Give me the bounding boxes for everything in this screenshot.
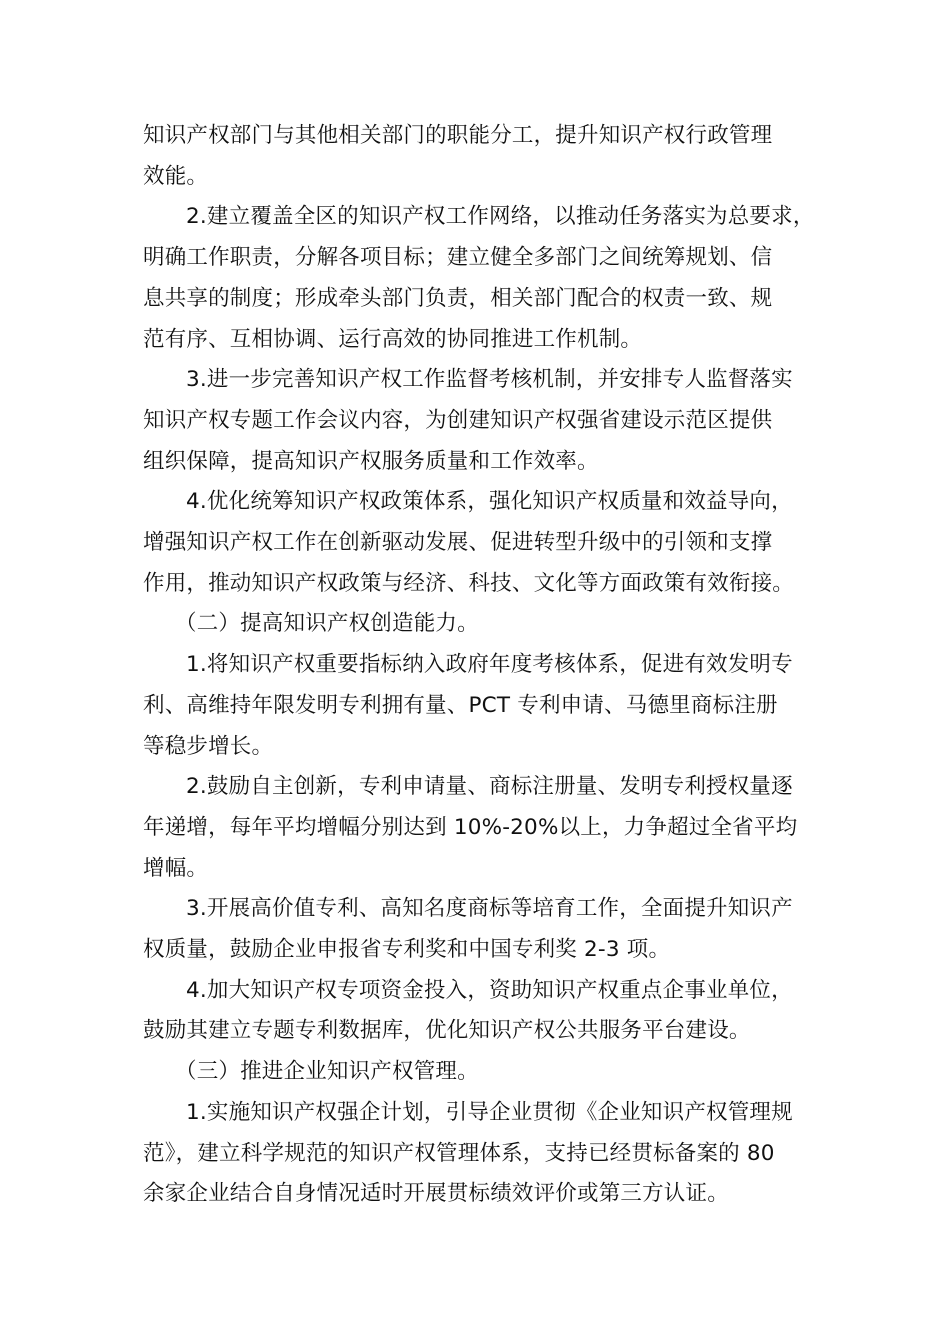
text-line: 明确工作职责，分解各项目标；建立健全多部门之间统筹规划、信 — [143, 245, 773, 271]
text-line: 1.将知识产权重要指标纳入政府年度考核体系，促进有效发明专 — [186, 652, 793, 678]
text-line: 1.实施知识产权强企计划，引导企业贯彻《企业知识产权管理规 — [186, 1099, 793, 1125]
text-line: 增强知识产权工作在创新驱动发展、促进转型升级中的引领和支撑 — [143, 530, 773, 556]
paragraph-7 — [143, 767, 833, 889]
paragraph-11 — [143, 1093, 833, 1215]
text-line: 等稳步增长。 — [143, 733, 274, 759]
text-line: 利、高维持年限发明专利拥有量、PCT 专利申请、马德里商标注册 — [143, 692, 778, 718]
text-line: 3.进一步完善知识产权工作监督考核机制，并安排专人监督落实 — [186, 367, 793, 393]
document-body — [143, 116, 833, 1215]
text-line: 息共享的制度；形成牵头部门负责，相关部门配合的权责一致、规 — [143, 285, 773, 311]
text-line: 效能。 — [143, 163, 209, 189]
text-line: 知识产权部门与其他相关部门的职能分工，提升知识产权行政管理 — [143, 123, 773, 148]
paragraph-9 — [143, 971, 833, 1052]
paragraph-6 — [143, 645, 833, 767]
text-line: 增幅。 — [143, 855, 209, 881]
text-line: 4.加大知识产权专项资金投入，资助知识产权重点企事业单位， — [186, 977, 793, 1003]
text-line: （二）提高知识产权创造能力。 — [175, 611, 479, 637]
text-line: 范有序、互相协调、运行高效的协同推进工作机制。 — [143, 326, 643, 352]
text-line: 权质量，鼓励企业申报省专利奖和中国专利奖 2-3 项。 — [143, 937, 671, 963]
text-line: 2.鼓励自主创新，专利申请量、商标注册量、发明专利授权量逐 — [186, 774, 793, 800]
paragraph-2 — [143, 197, 833, 360]
paragraph-1 — [143, 116, 833, 197]
paragraph-4 — [143, 482, 833, 604]
text-line: 3.开展高价值专利、高知名度商标等培育工作，全面提升知识产 — [186, 896, 793, 922]
text-line: 组织保障，提高知识产权服务质量和工作效率。 — [143, 448, 599, 474]
text-line: 年递增，每年平均增幅分别达到 10%-20%以上，力争超过全省平均 — [143, 814, 798, 840]
text-line: 鼓励其建立专题专利数据库，优化知识产权公共服务平台建设。 — [143, 1018, 751, 1044]
text-line: 余家企业结合自身情况适时开展贯标绩效评价或第三方认证。 — [143, 1181, 729, 1207]
text-line: （三）推进企业知识产权管理。 — [175, 1059, 479, 1085]
paragraph-3 — [143, 360, 833, 482]
text-line: 知识产权专题工作会议内容，为创建知识产权强省建设示范区提供 — [143, 407, 773, 433]
text-line: 范》，建立科学规范的知识产权管理体系，支持已经贯标备案的 80 — [143, 1140, 775, 1166]
section-heading-3 — [143, 1052, 833, 1093]
section-heading-2 — [143, 604, 833, 645]
text-line: 作用，推动知识产权政策与经济、科技、文化等方面政策有效衔接。 — [143, 570, 795, 596]
paragraph-8 — [143, 889, 833, 970]
text-line: 4.优化统筹知识产权政策体系，强化知识产权质量和效益导向， — [186, 489, 793, 515]
text-line: 2.建立覆盖全区的知识产权工作网络，以推动任务落实为总要求， — [186, 204, 815, 230]
